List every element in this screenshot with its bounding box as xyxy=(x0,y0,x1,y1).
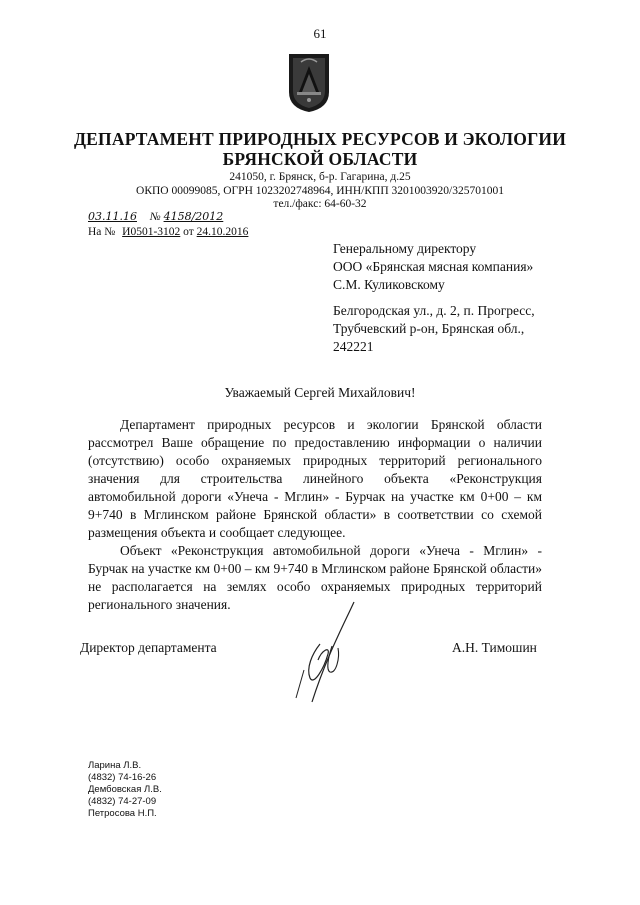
contact-line: Дембовская Л.В. xyxy=(88,784,162,795)
registration-line xyxy=(88,210,268,223)
department-title xyxy=(0,129,640,169)
address-line1: Белгородская ул., д. 2, п. Прогресс, xyxy=(333,303,535,318)
address-block xyxy=(333,302,573,356)
reference-number: И0501-3102 xyxy=(122,226,181,238)
contacts-block xyxy=(88,760,162,820)
reference-prefix: На № xyxy=(88,226,116,238)
body-paragraph-2: Объект «Реконструкция автомобильной дороги «Унеча - Мглин» - Бурчак на участке км 0+00 – км 9+740 в Мглинском районе Брянской области» не располагается на землях особо охраняемых природных территорий регионального значения. xyxy=(88,543,542,612)
registration-number-prefix: № xyxy=(149,211,161,223)
registration-date: 03.11.16 xyxy=(88,210,137,223)
contact-line: Ларина Л.В. xyxy=(88,760,142,771)
contact-line: (4832) 74-27-09 xyxy=(88,796,157,807)
department-codes: ОКПО 00099085, ОГРН 1023202748964, ИНН/КПП 3201003920/325701001 xyxy=(136,184,504,197)
reference-date: 24.10.2016 xyxy=(196,226,249,238)
reference-from: от xyxy=(183,226,194,238)
body-paragraph-1: Департамент природных ресурсов и экологии Брянской области рассмотрел Ваше обращение по предоставлению информации о наличии (отсутствию) особо охраняемых природных территорий регионального значения для строительства линейного объекта «Реконструкция автомобильной дороги «Унеча - Мглин» - Бурчак на участке км 0+00 – км 9+740 в Мглинском районе Брянской области» в соответствии со схемой размещения объекта и сообщает следующее. xyxy=(88,417,542,540)
addressee-line1: Генеральному директору xyxy=(333,241,477,256)
department-phone: тел./факс: 64-60-32 xyxy=(273,198,367,210)
addressee-line3: С.М. Куликовскому xyxy=(333,277,445,292)
signatory-position: Директор департамента xyxy=(80,640,217,655)
salutation: Уважаемый Сергей Михайлович! xyxy=(224,385,416,400)
department-title-line2: БРЯНСКОЙ ОБЛАСТИ xyxy=(222,149,418,169)
coat-of-arms-emblem xyxy=(287,52,331,114)
department-address: 241050, г. Брянск, б-р. Гагарина, д.25 xyxy=(229,171,411,183)
addressee-block xyxy=(333,240,573,294)
address-line3: 242221 xyxy=(333,339,374,354)
letter-body xyxy=(88,416,542,614)
signatory-name: А.Н. Тимошин xyxy=(452,640,537,655)
handwritten-signature xyxy=(282,598,382,710)
contact-line: (4832) 74-16-26 xyxy=(88,772,157,783)
addressee-line2: ООО «Брянская мясная компания» xyxy=(333,259,534,274)
department-title-line1: ДЕПАРТАМЕНТ ПРИРОДНЫХ РЕСУРСОВ И ЭКОЛОГИИ xyxy=(73,129,567,149)
address-line2: Трубчевский р-он, Брянская обл., xyxy=(333,321,525,336)
contact-line: Петросова Н.П. xyxy=(88,808,157,819)
registration-number: 4158/2012 xyxy=(163,210,224,223)
department-info xyxy=(0,171,640,212)
page-number: 61 xyxy=(313,26,327,41)
reference-line xyxy=(88,226,248,238)
